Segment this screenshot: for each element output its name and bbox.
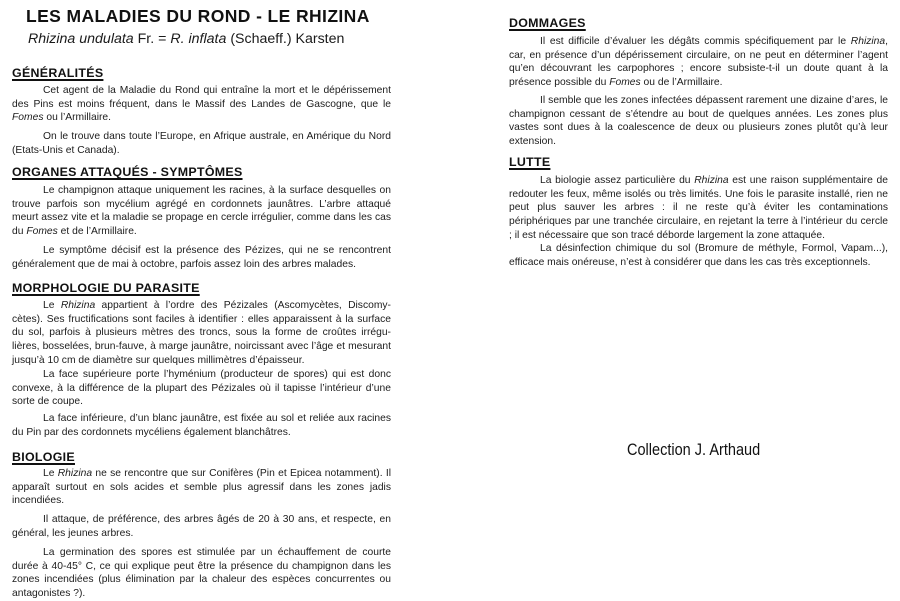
heading-biologie: BIOLOGIE	[12, 450, 75, 464]
morphologie-paragraph-1: Le Rhizina appartient à l’ordre des Pézizales (Ascomycètes, Discomy-cètes). Ses fructifications sont faciles à identifier : elles apparaissent à la surface du sol, parfois à plusieurs mètres des troncs, sous la forme de croûtes irrégu-lières, bosselées, brun-fauve, à marge jaunâtre, noircissant avec l’âge et mesurant jusqu’à 10 cm de diamètre sur quelques millimètres d’épaisseur.	[12, 300, 391, 366]
fomes-term: Fomes	[609, 77, 641, 89]
organes-paragraph-2: Le symptôme décisif est la présence des Pézizes, qui ne se rencontrent généralement que de mai à octobre, parfois assez loin des arbres malades.	[12, 245, 391, 270]
rhizina-term: Rhizina	[694, 175, 729, 186]
dommages-paragraph-2: Il semble que les zones infectées dépassent rarement une dizaine d’ares, le champignon cessant de s’étendre au bout de quelques années. Les zones plus vastes sont dues à la coalescence de deux ou plusieurs zones plutôt qu’à leur extension.	[509, 95, 888, 148]
rhizina-term: Rhizina	[850, 36, 886, 47]
heading-morphologie: MORPHOLOGIE DU PARASITE	[12, 281, 200, 295]
photo-credit: Collection J. Arthaud	[627, 441, 761, 459]
page-title: LES MALADIES DU ROND - LE RHIZINA	[26, 6, 370, 26]
biologie-paragraph-1: Le Rhizina ne se rencontre que sur Conifères (Pin et Epicea notamment). Il apparaît surtout en sols acides et semble plus agressif dans les zones jadis incendiées.	[12, 468, 391, 507]
synonym-name: R. inflata	[170, 31, 227, 47]
lutte-paragraph-1: La biologie assez particulière du Rhizina est une raison supplémentaire de redouter les feux, même isolés ou très limités. Une fois le parasite installé, rien ne peut plus sauver les arbres : il ne reste qu’à éviter les contaminations périphériques par une tranchée circulaire, en rejetant la terre à l’intérieur du cercle ; il est nécessaire que son tracé déborde largement la zone attaquée.	[509, 175, 888, 241]
morphologie-paragraph-3: La face inférieure, d’un blanc jaunâtre, est fixée au sol et reliée aux racines du Pin par des cordonnets mycéliens également blanchâtres.	[12, 413, 391, 438]
rhizina-term: Rhizina	[57, 468, 93, 479]
heading-generalites: GÉNÉRALITÉS	[12, 66, 104, 80]
dommages-paragraph-1: Il est difficile d’évaluer les dégâts commis spécifiquement par le Rhizina, car, en présence d’un dépérissement circulaire, on ne peut en déterminer l’agent qu’en découvrant les carpophores ; encore subsiste-t-il un doute quant à la présence possible du Fomes ou de l’Armillaire.	[509, 36, 888, 89]
species-author: Fr. =	[133, 31, 171, 47]
organes-paragraph-1: Le champignon attaque uniquement les racines, à la surface desquelles on trouve parfois son mycélium agrégé en cordonnets jaunâtres. L’arbre attaqué meurt assez vite et la maladie se propage en cercle irrégulier, comme dans les cas du Fomes et de l’Armillaire.	[12, 185, 391, 238]
heading-lutte: LUTTE	[509, 155, 551, 169]
synonym-author: (Schaeff.) Karsten	[226, 31, 345, 47]
fomes-term: Fomes	[12, 112, 44, 124]
generalites-paragraph-1: Cet agent de la Maladie du Rond qui entraîne la mort et le dépérissement des Pins est moins fréquent, dans le Massif des Landes de Gascogne, que le Fomes ou l’Armillaire.	[12, 85, 391, 124]
fomes-term: Fomes	[26, 226, 58, 238]
morphologie-paragraph-2: La face supérieure porte l’hyménium (producteur de spores) qui est donc convexe, à la différence de la plupart des Pézizales où il tapisse l’intérieur d’une sorte de coupe.	[12, 369, 391, 408]
biologie-paragraph-3: La germination des spores est stimulée par un échauffement de courte durée à 40-45° C, ce qui explique peut être la présence du champignon dans les zones incendiées (plus élimination par la chaleur des espèces concurrentes ou antagonistes ?).	[12, 547, 391, 600]
biologie-paragraph-2: Il attaque, de préférence, des arbres âgés de 20 à 30 ans, et respecte, en général, les jeunes arbres.	[12, 514, 391, 539]
heading-organes-attaques: ORGANES ATTAQUÉS - SYMPTÔMES	[12, 165, 243, 179]
generalites-paragraph-2: On le trouve dans toute l’Europe, en Afrique australe, en Amérique du Nord (Etats-Unis et Canada).	[12, 131, 391, 156]
species-name: Rhizina undulata	[28, 31, 134, 47]
heading-dommages: DOMMAGES	[509, 16, 586, 30]
rhizina-term: Rhizina	[60, 300, 96, 311]
species-subtitle	[28, 31, 344, 47]
lutte-paragraph-2: La désinfection chimique du sol (Bromure de méthyle, Formol, Vapam...), efficace mais onéreuse, n’est à considérer que dans les cas très exceptionnels.	[509, 243, 888, 268]
